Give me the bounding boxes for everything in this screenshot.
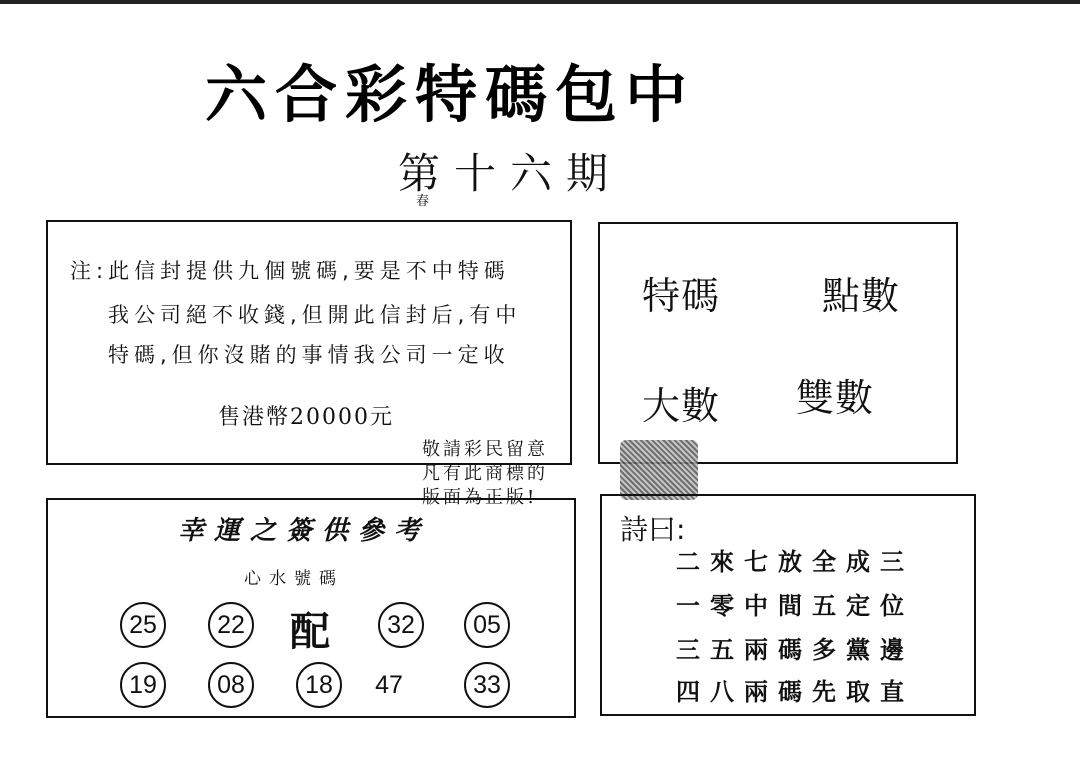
notice-box (46, 220, 572, 465)
main-title: 六合彩特碼包中 (205, 58, 696, 131)
number-ball: 19 (120, 662, 166, 708)
notice-line: 我公司絕不收錢,但開此信封后,有中 (108, 303, 522, 327)
number-ball: 08 (208, 662, 254, 708)
tip-special-number: 特碼 (642, 274, 721, 318)
poem-box (600, 494, 976, 716)
tip-big: 大數 (642, 384, 721, 428)
price-text: 售港幣20000元 (218, 405, 394, 430)
poem-title: 詩曰: (620, 513, 686, 546)
number-ball: 05 (464, 602, 510, 648)
note-line: 凡有此商標的 (422, 463, 548, 484)
poem-line: 一零中間五定位 (676, 591, 914, 620)
issue-number: 第十六期 (398, 149, 623, 198)
number-ball: 33 (464, 662, 510, 708)
number-ball: 22 (208, 602, 254, 648)
stamp-mark: 春 (416, 194, 430, 209)
lucky-box (46, 498, 576, 718)
number-ball: 32 (378, 602, 424, 648)
tip-box (598, 222, 958, 464)
number-ball: 25 (120, 602, 166, 648)
trademark-logo (620, 440, 698, 500)
scan-edge (0, 0, 1080, 4)
notice-line: 特碼,但你沒賭的事情我公司一定收 (108, 343, 510, 367)
number-ball: 47 (375, 671, 403, 699)
number-ball: 18 (296, 662, 342, 708)
lucky-subtitle: 心水號碼 (244, 569, 344, 589)
note-line: 敬請彩民留意 (422, 439, 548, 460)
note-line: 版面為正版! (422, 487, 538, 508)
pair-label: 配 (290, 608, 330, 655)
poem-line: 二來七放全成三 (676, 547, 914, 576)
poem-line: 三五兩碼多黨邊 (676, 635, 914, 664)
tip-even: 雙數 (796, 376, 875, 420)
tip-points: 點數 (822, 274, 901, 318)
lucky-title: 幸運之簽供參考 (178, 516, 431, 546)
poem-line: 四八兩碼先取直 (676, 677, 914, 706)
notice-line: 注:此信封提供九個號碼,要是不中特碼 (70, 259, 510, 283)
